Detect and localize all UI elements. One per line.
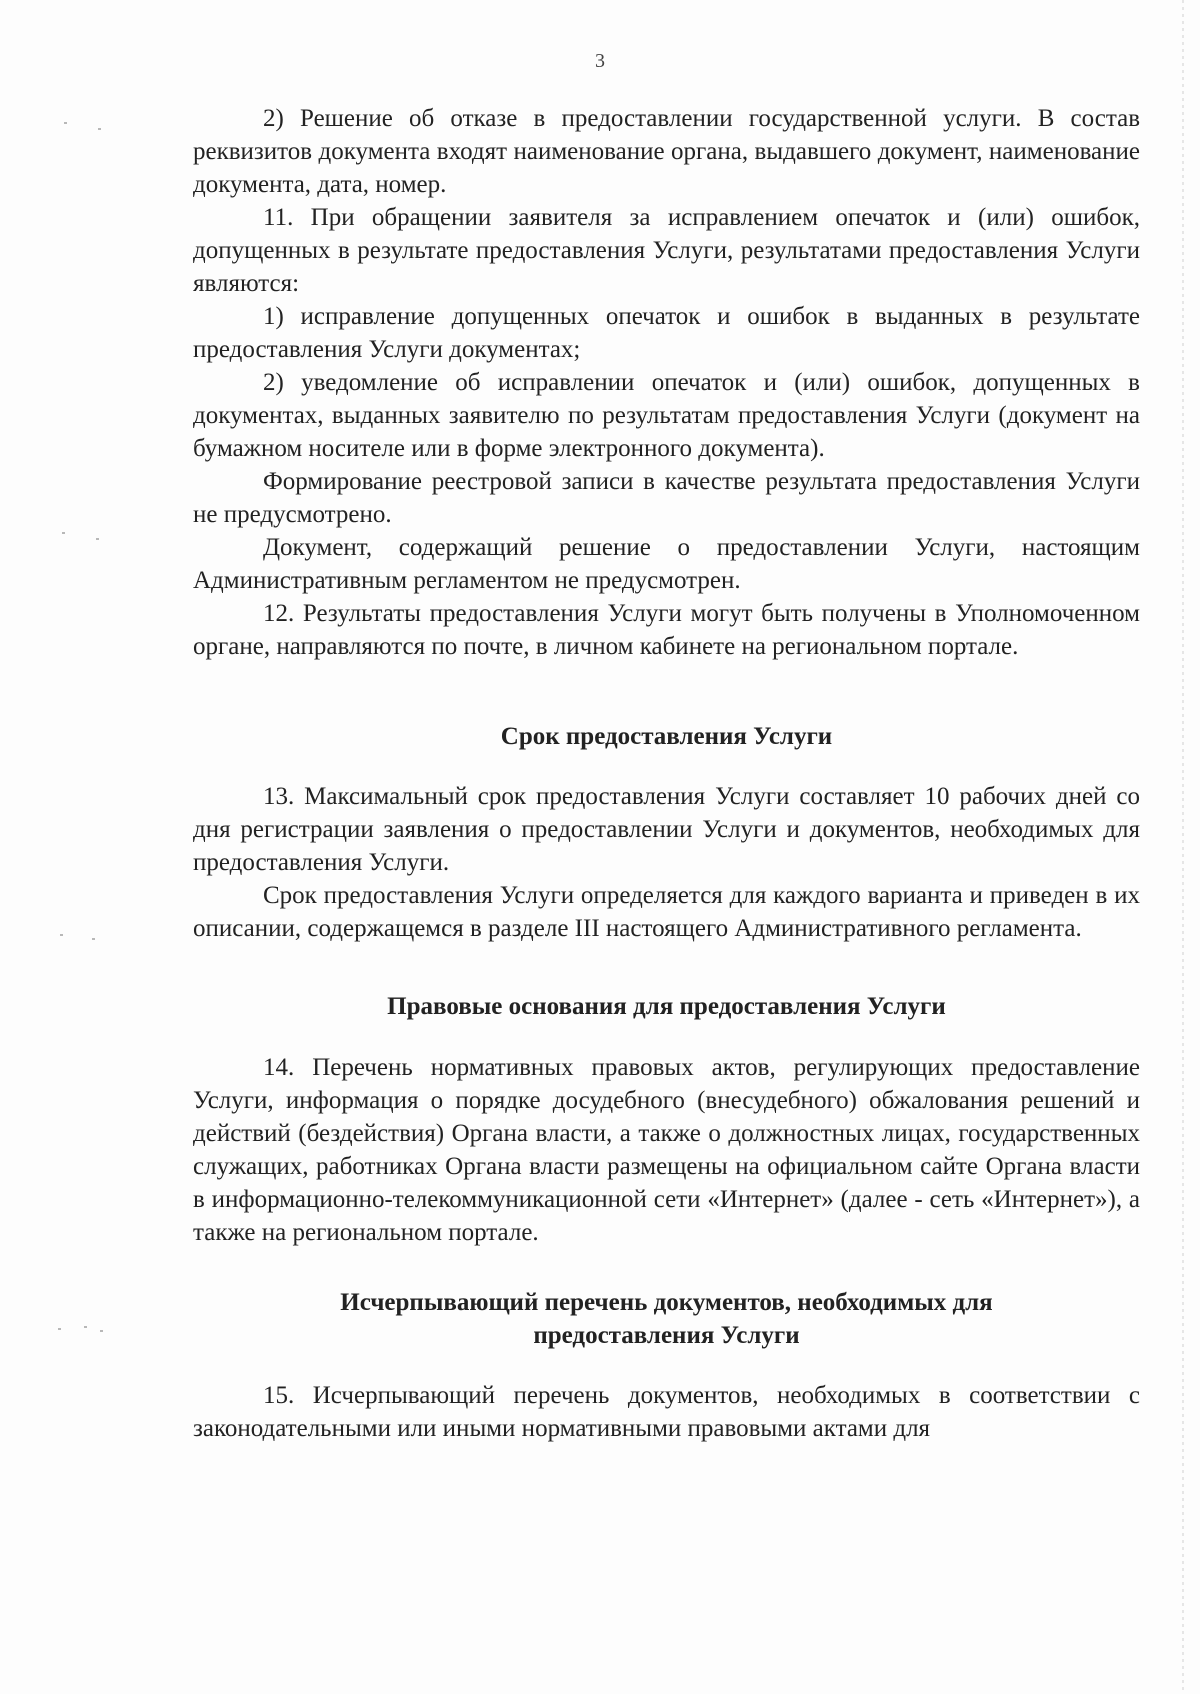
page-number: 3 bbox=[595, 50, 605, 72]
scan-speck bbox=[100, 1330, 103, 1332]
paragraph-registry-record: Формирование реестровой записи в качестве результата предоставления Услуги не предусмотрено. bbox=[193, 468, 1140, 528]
paragraph-12: 12. Результаты предоставления Услуги могут быть получены в Уполномоченном органе, направляются по почте, в личном кабинете на региональном портале. bbox=[193, 600, 1140, 660]
paragraph-decision-refusal: 2) Решение об отказе в предоставлении государственной услуги. В состав реквизитов документа входят наименование органа, выдавшего документ, наименование документа, дата, номер. bbox=[193, 105, 1140, 198]
paragraph-14: 14. Перечень нормативных правовых актов, регулирующих предоставление Услуги, информация о порядке досудебного (внесудебного) обжалования решений и действий (бездействия) Органа власти, а также о должностных лицах, государственных служащих, работниках Органа власти размещены на официальном сайте Органа власти в информационно-телекоммуникационной сети «Интернет» (далее - сеть «Интернет»), а также на региональном портале. bbox=[193, 1054, 1140, 1246]
scan-edge-artifact bbox=[1182, 0, 1184, 1694]
paragraph-13: 13. Максимальный срок предоставления Услуги составляет 10 рабочих дней со дня регистрации заявления о предоставлении Услуги и документов, необходимых для предоставления Услуги. bbox=[193, 783, 1140, 876]
heading-documents-list-line-1: Исчерпывающий перечень документов, необходимых для bbox=[340, 1289, 993, 1316]
heading-documents-list-line-2: предоставления Услуги bbox=[533, 1322, 800, 1349]
document-body bbox=[193, 102, 1140, 1445]
scan-speck bbox=[96, 538, 99, 540]
heading-service-term: Срок предоставления Услуги bbox=[500, 723, 833, 750]
scan-speck bbox=[60, 934, 63, 936]
scan-speck bbox=[58, 1328, 61, 1330]
paragraph-11-item-1: 1) исправление допущенных опечаток и ошибок в выданных в результате предоставления Услуги документах; bbox=[193, 303, 1140, 363]
paragraph-11-item-2: 2) уведомление об исправлении опечаток и (или) ошибок, допущенных в документах, выданных заявителю по результатам предоставления Услуги (документ на бумажном носителе или в форме электронного документа). bbox=[193, 369, 1140, 462]
scan-speck bbox=[62, 532, 65, 534]
scan-speck bbox=[84, 1326, 87, 1328]
scan-speck bbox=[98, 128, 101, 130]
paragraph-decision-document: Документ, содержащий решение о предоставлении Услуги, настоящим Административным регламентом не предусмотрен. bbox=[193, 534, 1140, 594]
paragraph-15: 15. Исчерпывающий перечень документов, необходимых в соответствии с законодательными или иными нормативными правовыми актами для bbox=[193, 1382, 1140, 1442]
paragraph-term-variants: Срок предоставления Услуги определяется для каждого варианта и приведен в их описании, содержащемся в разделе III настоящего Административного регламента. bbox=[193, 882, 1140, 942]
scan-speck bbox=[92, 938, 95, 940]
paragraph-11: 11. При обращении заявителя за исправлением опечаток и (или) ошибок, допущенных в результате предоставления Услуги, результатами предоставления Услуги являются: bbox=[193, 204, 1140, 297]
scan-speck bbox=[64, 122, 67, 124]
heading-legal-basis: Правовые основания для предоставления Услуги bbox=[387, 993, 946, 1020]
